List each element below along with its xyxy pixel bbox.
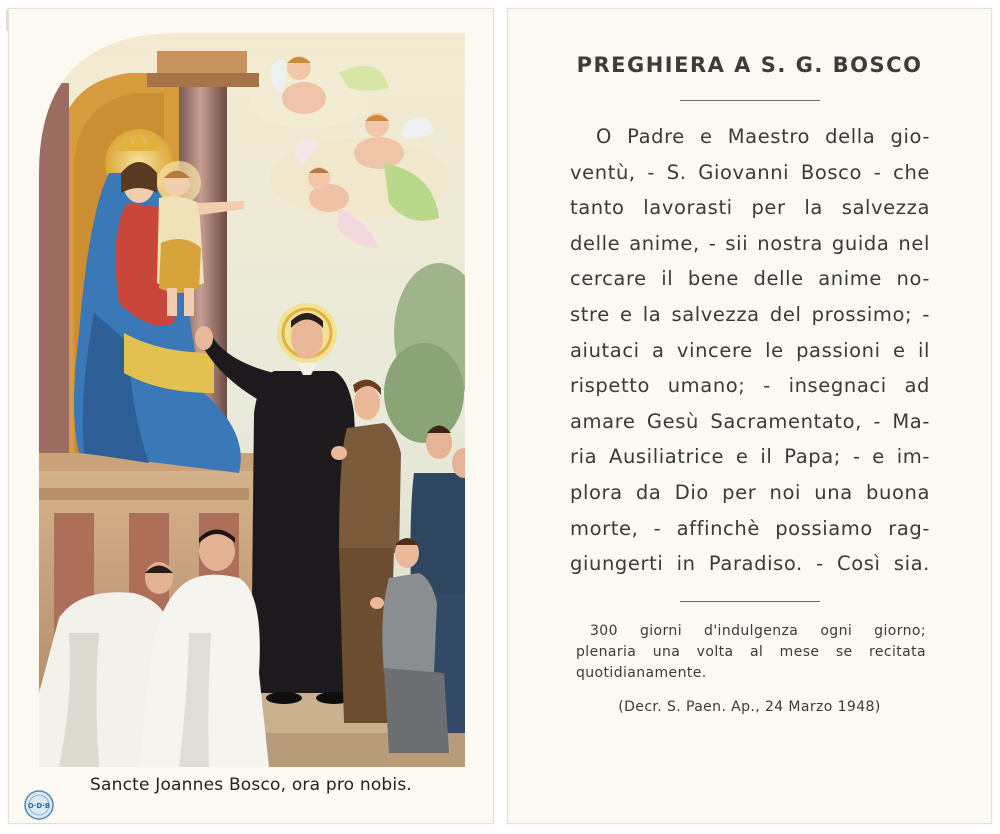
prayer-title: PREGHIERA A S. G. BOSCO — [576, 53, 923, 77]
decree-citation: (Decr. S. Paen. Ap., 24 Marzo 1948) — [618, 699, 881, 715]
indulgence-line: plenaria una volta al mese se recitata — [576, 644, 926, 660]
prayer-line: rispetto umano; - insegnaci ad — [570, 374, 930, 398]
prayer-line: ventù, - S. Giovanni Bosco - che — [570, 160, 930, 184]
prayer-line: morte, - affinchè possiamo rag- — [570, 516, 930, 540]
front-caption: Sancte Joannes Bosco, ora pro nobis. — [89, 775, 412, 795]
devotional-painting — [39, 33, 465, 767]
prayer-line: giungerti in Paradiso. - Così sia. — [570, 552, 930, 576]
publisher-seal-text: O·D·B — [27, 802, 51, 810]
prayer-line: O Padre e Maestro della gio- — [596, 125, 930, 148]
prayer-divider — [680, 601, 820, 602]
publisher-seal-icon — [23, 789, 55, 821]
prayer-line: ria Ausiliatrice e il Papa; - e im- — [570, 445, 930, 469]
holy-card-back — [507, 8, 992, 824]
prayer-line: amare Gesù Sacramentato, - Ma- — [570, 409, 930, 433]
indulgence-line: quotidianamente. — [576, 665, 707, 681]
prayer-line: cercare il bene delle anime no- — [570, 267, 930, 291]
prayer-text — [570, 119, 930, 582]
indulgence-line: 300 giorni d'indulgenza ogni giorno; — [590, 623, 926, 639]
prayer-line: stre e la salvezza del prossimo; - — [570, 302, 930, 326]
prayer-line: plora da Dio per noi una buona — [570, 480, 930, 504]
indulgence-note — [576, 621, 926, 684]
title-divider — [680, 100, 820, 101]
prayer-line: aiutaci a vincere le passioni e il — [570, 338, 930, 362]
holy-card-front — [8, 8, 494, 824]
prayer-line: delle anime, - sii nostra guida nel — [570, 231, 930, 255]
prayer-line: tanto lavorasti per la salvezza — [570, 196, 930, 220]
